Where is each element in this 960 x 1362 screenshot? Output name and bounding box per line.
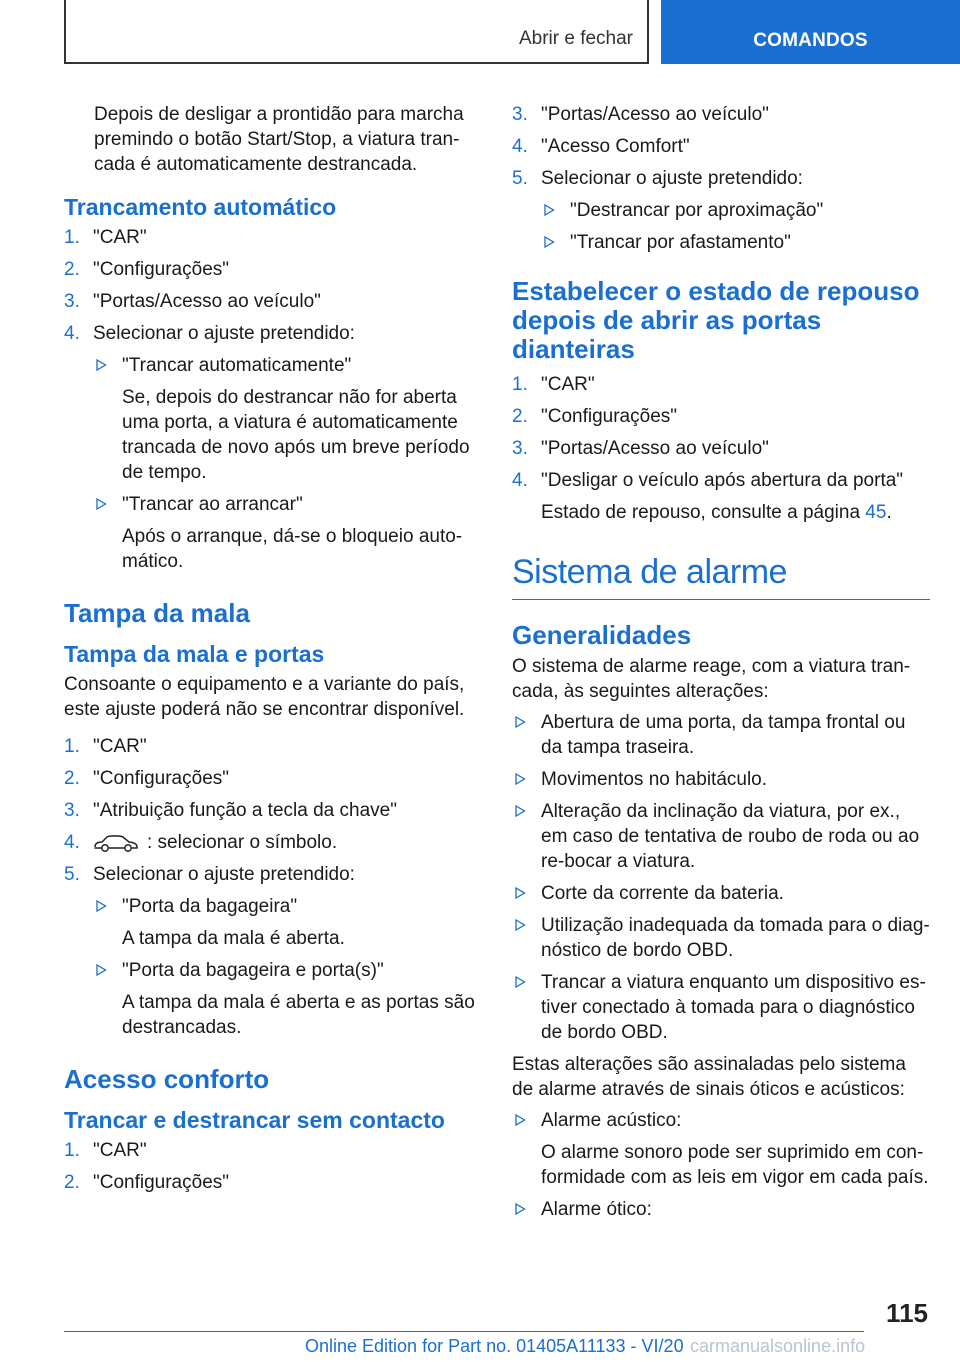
list-item: 1. "CAR" <box>64 736 147 757</box>
page-number: 115 <box>886 1298 928 1328</box>
triangle-right-icon <box>514 805 526 817</box>
triangle-right-icon <box>543 204 555 216</box>
triangle-right-icon <box>514 773 526 785</box>
triangle-right-icon <box>514 887 526 899</box>
triangle-right-icon <box>543 236 555 248</box>
list-item: 4. Selecionar o ajuste pretendido: "Trancar automaticamente" Se, depois do destrancar não for aberta uma porta, a viatura é automaticamente trancada de novo após um breve período de tempo. "Trancar ao arrancar" Após o arranque, dá-se o bloqueio auto-mático. <box>64 321 478 574</box>
list-item: Corte da corrente da bateria. <box>512 881 930 906</box>
list-item: "Trancar por afastamento" <box>541 230 930 255</box>
footer-divider <box>64 1331 864 1332</box>
list-item: 1. "CAR" <box>64 1140 147 1161</box>
list-item: Abertura de uma porta, da tampa frontal ou da tampa traseira. <box>512 710 930 760</box>
rest-state-steps <box>512 372 930 525</box>
list-item: 2. "Configurações" <box>512 406 678 427</box>
list-item: 3. "Portas/Acesso ao veículo" <box>512 104 769 125</box>
trunk-heading: Tampa da mala <box>64 598 250 628</box>
list-item: 3. "Portas/Acesso ao veículo" <box>64 291 321 312</box>
auto-lock-heading: Trancamento automático <box>64 194 337 220</box>
header-section-title: Abrir e fechar <box>518 28 633 49</box>
comfort-steps <box>64 1138 478 1195</box>
header-chapter-tab <box>661 0 960 64</box>
triangle-right-icon <box>514 1114 526 1126</box>
comfort-options <box>541 198 930 255</box>
comfort-heading: Acesso conforto <box>64 1064 270 1094</box>
list-item: 1. "CAR" <box>64 227 147 248</box>
left-column <box>64 102 478 1202</box>
alarm-signals-intro: Estas alterações são assinaladas pelo sistema de alarme através de sinais óticos e acústicos: <box>512 1054 906 1100</box>
header-section-box <box>64 0 649 64</box>
list-item: "Destrancar por aproximação" <box>541 198 930 223</box>
alarm-intro: O sistema de alarme reage, com a viatura tran-cada, às seguintes alterações: <box>512 656 911 702</box>
list-item: 4. "Acesso Comfort" <box>512 136 690 157</box>
auto-lock-steps <box>64 225 478 574</box>
triangle-right-icon <box>95 964 107 976</box>
trunk-steps <box>64 734 478 1040</box>
list-item: 1. "CAR" <box>512 374 595 395</box>
list-item: 4. "Desligar o veículo após abertura da porta" Estado de repouso, consulte a página 45. <box>512 468 930 525</box>
list-item: 5. Selecionar o ajuste pretendido: "Destrancar por aproximação" "Trancar por afastamento" <box>512 166 930 255</box>
triangle-right-icon <box>514 1203 526 1215</box>
triangle-right-icon <box>95 900 107 912</box>
car-key-icon <box>93 833 139 853</box>
trunk-options <box>93 894 478 1040</box>
list-item: 3. "Atribuição função a tecla da chave" <box>64 800 397 821</box>
triangle-right-icon <box>95 498 107 510</box>
alarm-triggers <box>512 710 930 1045</box>
rest-state-note: Estado de repouso, consulte a página 45. <box>541 502 892 523</box>
page-reference-link[interactable]: 45 <box>865 502 887 523</box>
list-item: 4. : selecionar o símbolo. <box>64 832 338 853</box>
list-item: 2. "Configurações" <box>64 259 230 280</box>
list-item: 5. Selecionar o ajuste pretendido: "Porta da bagageira" A tampa da mala é aberta. "Porta da bagageira e porta(s)" A tampa da mala é aberta e as portas são destrancadas. <box>64 862 478 1040</box>
trunk-note: Consoante o equipamento e a variante do país, este ajuste poderá não se encontrar disponível. <box>64 674 465 720</box>
list-item: Utilização inadequada da tomada para o diag-nóstico de bordo OBD. <box>512 913 930 963</box>
comfort-subheading: Trancar e destrancar sem contacto <box>64 1107 445 1133</box>
list-item: "Trancar ao arrancar" Após o arranque, dá-se o bloqueio auto-mático. <box>93 492 478 574</box>
triangle-right-icon <box>514 976 526 988</box>
triangle-right-icon <box>514 919 526 931</box>
list-item: "Porta da bagageira e porta(s)" A tampa da mala é aberta e as portas são destrancadas. <box>93 958 478 1040</box>
trunk-subheading: Tampa da mala e portas <box>64 641 325 667</box>
list-item: 3. "Portas/Acesso ao veículo" <box>512 438 769 459</box>
footer-edition: Online Edition for Part no. 01405A11133 - VI/20 <box>305 1336 684 1356</box>
triangle-right-icon <box>514 716 526 728</box>
intro-paragraph: Depois de desligar a prontidão para marcha premindo o botão Start/Stop, a viatura tran-cada é automaticamente destrancada. <box>94 104 464 175</box>
header-chapter-title: COMANDOS <box>753 30 868 51</box>
list-item: Trancar a viatura enquanto um dispositivo es-tiver conectado à tomada para o diagnóstico de bordo OBD. <box>512 970 930 1045</box>
alarm-subheading: Generalidades <box>512 620 692 650</box>
list-item: Movimentos no habitáculo. <box>512 767 930 792</box>
list-item: "Trancar automaticamente" Se, depois do destrancar não for aberta uma porta, a viatura é automaticamente trancada de novo após um breve período de tempo. <box>93 353 478 485</box>
list-item: 2. "Configurações" <box>64 1172 230 1193</box>
list-item: Alarme acústico: O alarme sonoro pode ser suprimido em con-formidade com as leis em vigor em cada país. <box>512 1108 930 1190</box>
rest-state-heading: Estabelecer o estado de repouso depois de abrir as portas dianteiras <box>512 276 920 364</box>
list-item: 2. "Configurações" <box>64 768 230 789</box>
list-item: "Porta da bagageira" A tampa da mala é aberta. <box>93 894 478 951</box>
alarm-signals <box>512 1108 930 1222</box>
comfort-steps-continued <box>512 102 930 255</box>
footer-watermark: carmanualsonline.info <box>690 1336 866 1356</box>
triangle-right-icon <box>95 359 107 371</box>
list-item: Alarme ótico: <box>512 1197 930 1222</box>
list-item: Alteração da inclinação da viatura, por ex., em caso de tentativa de roubo de roda ou ao re-bocar a viatura. <box>512 799 930 874</box>
right-column <box>512 102 930 1229</box>
alarm-heading: Sistema de alarme <box>512 551 930 600</box>
auto-lock-options <box>93 353 478 574</box>
